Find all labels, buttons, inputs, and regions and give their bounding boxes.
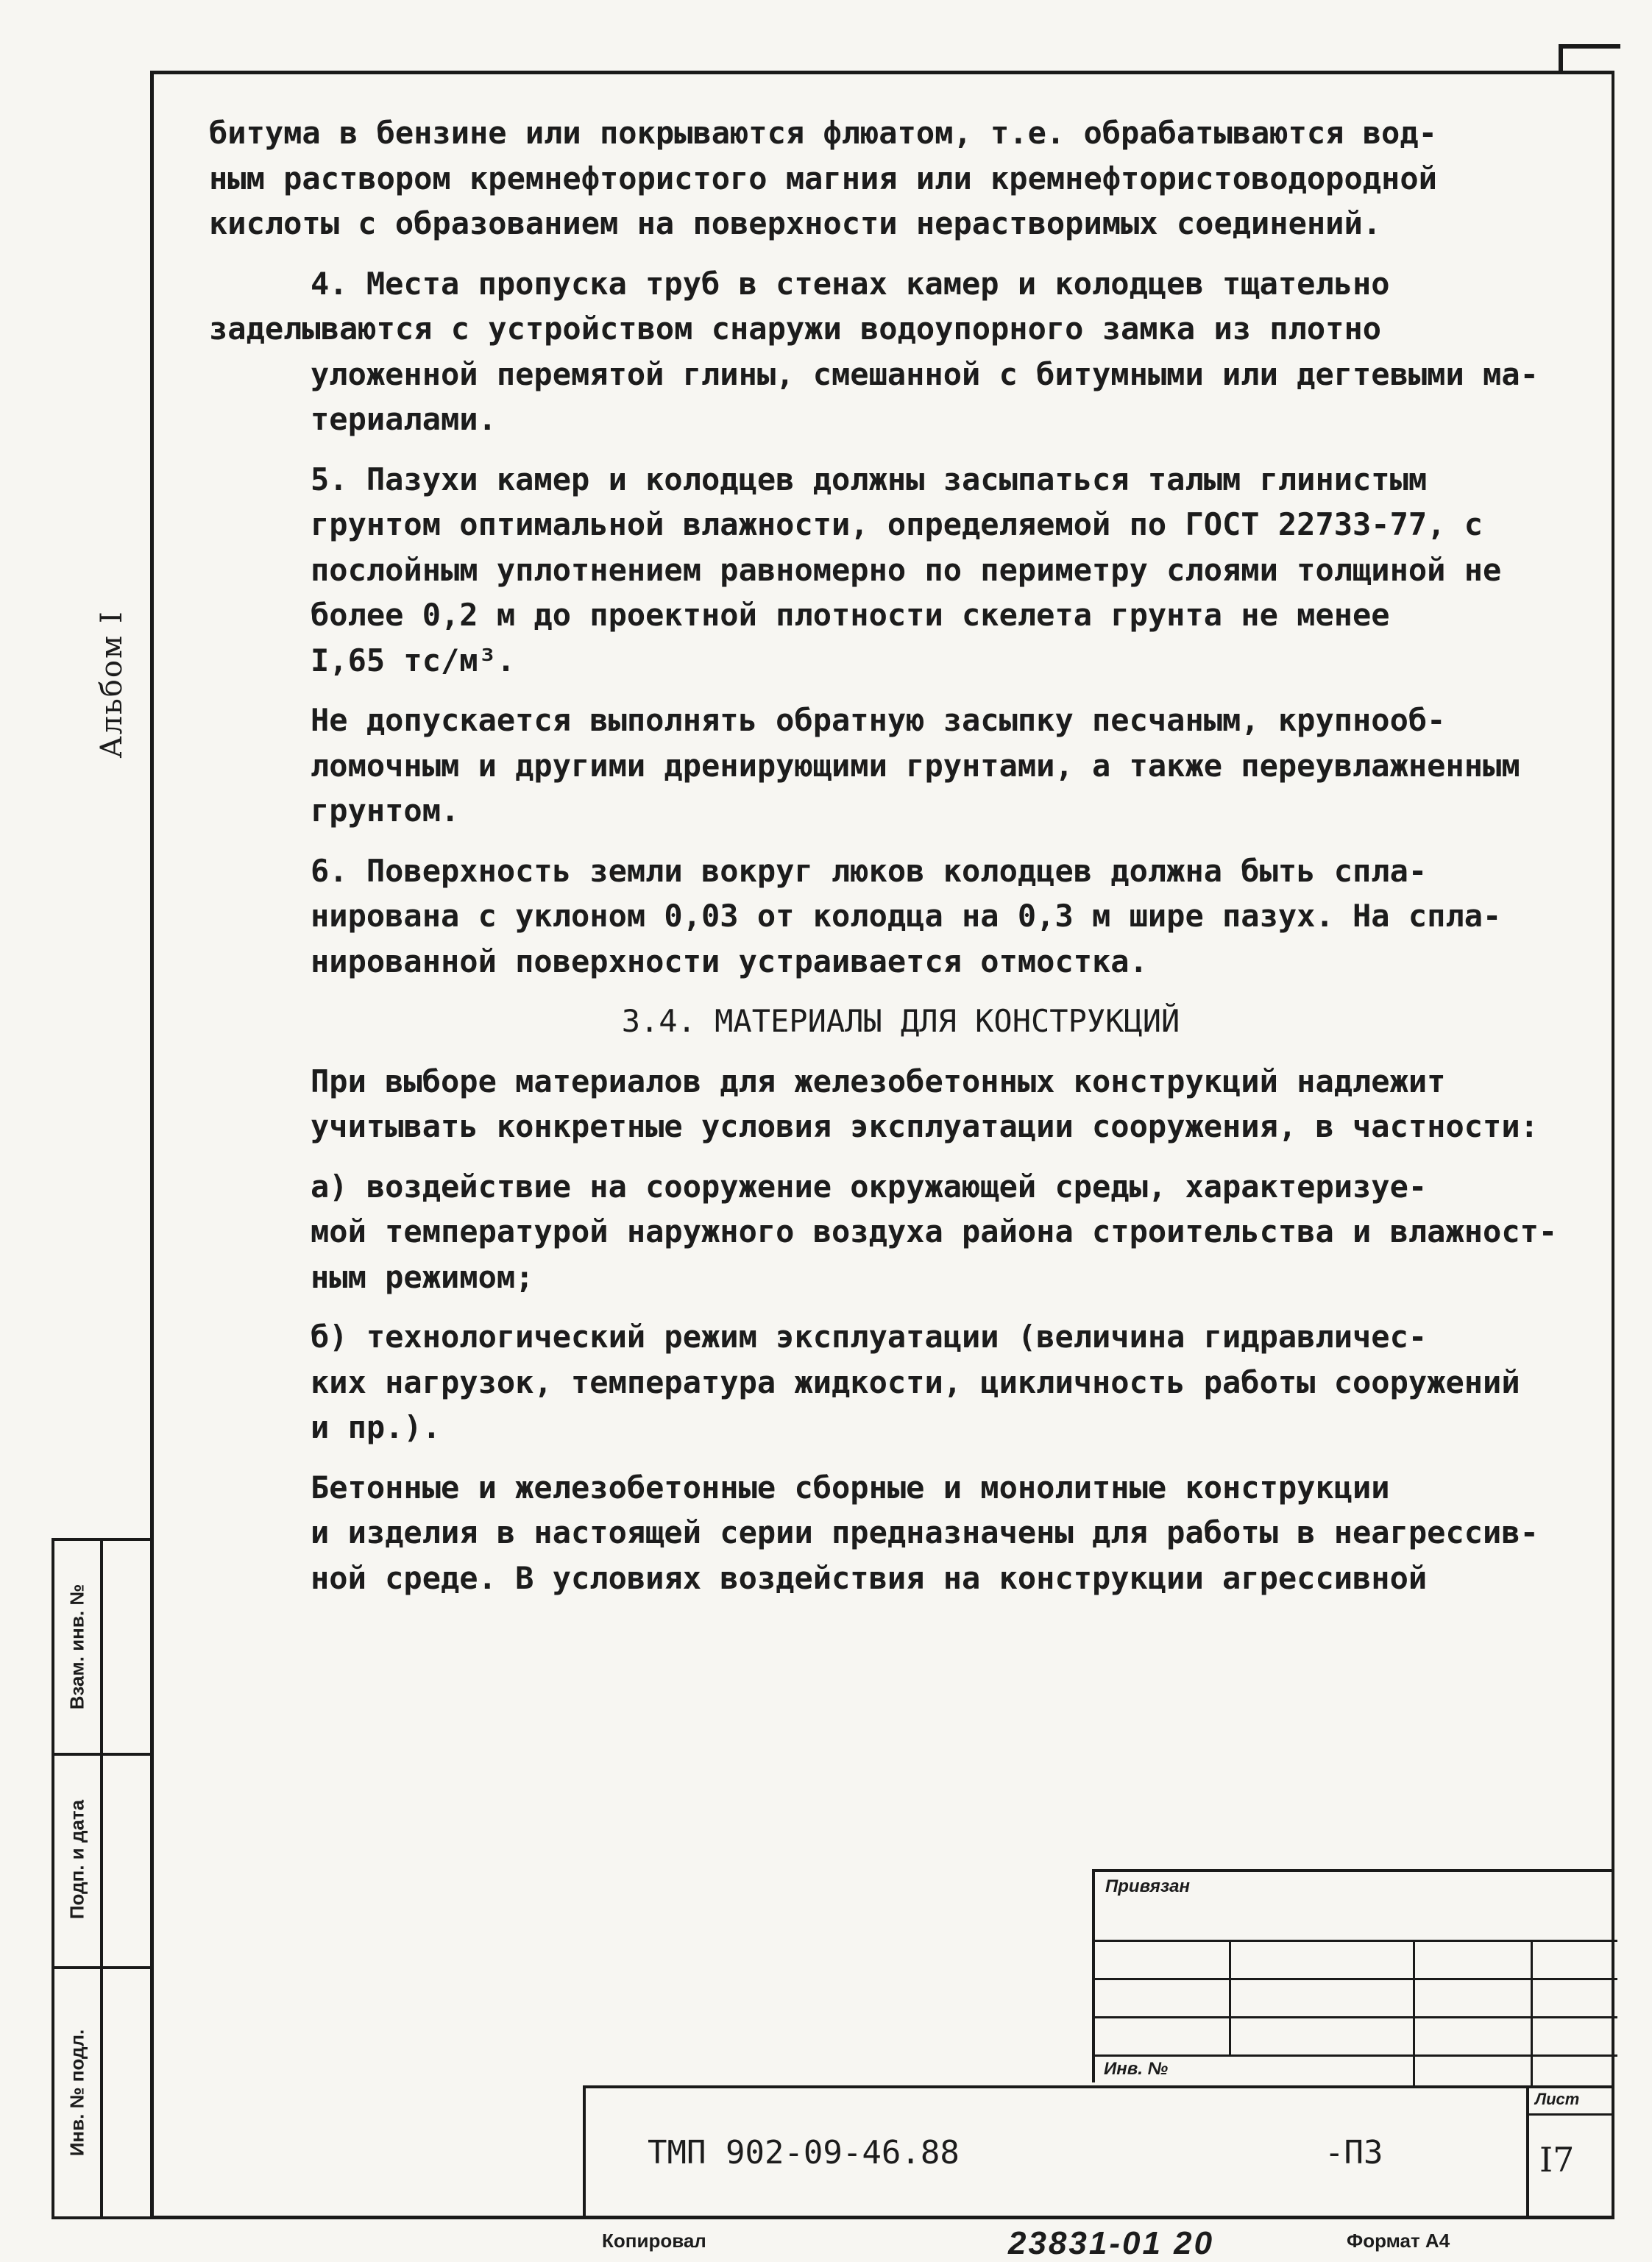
paragraph: а) воздействие на сооружение окружающей среды, характеризуе- мой температурой наружного воздуха района строительства и влажност- ным режимом; [311,1168,1558,1295]
paragraph: битума в бензине или покрываются флюатом, т.е. обрабатываются вод- ным раствором кремнефтористого магния или кремнефтористоводородной кислоты с образованием на поверхности нерастворимых соединений. [209,115,1437,241]
paragraph: При выборе материалов для железобетонных конструкций надлежит учитывать конкретные условия эксплуатации сооружения, в частности: [311,1063,1539,1144]
corner-mark [1559,44,1620,49]
paragraph: 5. Пазухи камер и колодцев должны засыпаться талым глинистым грунтом оптимальной влажности, определяемой по ГОСТ 22733-77, с послойным уплотнением равномерно по периметру слоями толщиной не более 0,2 м до проектной плотности скелета грунта не менее I,65 тс/м³. [311,461,1502,678]
format-label: Формат А4 [1347,2230,1450,2252]
album-label: Альбом I [95,610,129,759]
paragraph: 4. Места пропуска труб в стенах камер и колодцев тщательно заделываются с устройством снаружи водоупорного замка из плотно уложенной перемятой глины, смешанной с битумными или дегтевыми ма- териалами. [209,265,1539,437]
binding-stamp [1092,1869,1614,2082]
sheet-divider [1526,2113,1614,2116]
copied-label: Копировал [602,2230,706,2252]
corner-mark [1559,44,1563,74]
paragraph: 6. Поверхность земли вокруг люков колодцев должна быть спла- нирована с уклоном 0,03 от колодца на 0,3 м шире пазух. На спла- нированной поверхности устраивается отмостка. [311,852,1502,979]
order-number: 23831-01 20 [1008,2225,1215,2261]
paragraph: Не допускается выполнять обратную засыпку песчаным, крупнооб- ломочным и другими дренирующими грунтами, а также переувлажненным грунтом. [311,702,1520,829]
document-code: ТМП 902-09-46.88 [648,2134,960,2171]
body-text [209,110,1592,1615]
inv-no-label: Инв. № [1104,2059,1169,2079]
sheet-label: Лист [1535,2090,1580,2108]
side-stamp-vzam: Взам. инв. № [65,1584,88,1710]
paragraph: б) технологический режим эксплуатации (величина гидравличес- ких нагрузок, температура жидкости, цикличность работы сооружений и пр.). [311,1319,1520,1445]
section-heading: 3.4. МАТЕРИАЛЫ ДЛЯ КОНСТРУКЦИЙ [621,1003,1180,1039]
document-suffix: -ПЗ [1325,2134,1383,2171]
side-stamp-podp: Подп. и дата [65,1799,88,1920]
paragraph: Бетонные и железобетонные сборные и монолитные конструкции и изделия в настоящей серии предназначены для работы в неагрессив- ной среде. В условиях воздействия на конструкции агрессивной [311,1469,1539,1596]
privyazan-label: Привязан [1105,1876,1190,1896]
sheet-number: I7 [1539,2140,1575,2180]
side-stamp-inv: Инв. № подл. [65,2029,88,2157]
side-stamp [52,1538,150,2219]
